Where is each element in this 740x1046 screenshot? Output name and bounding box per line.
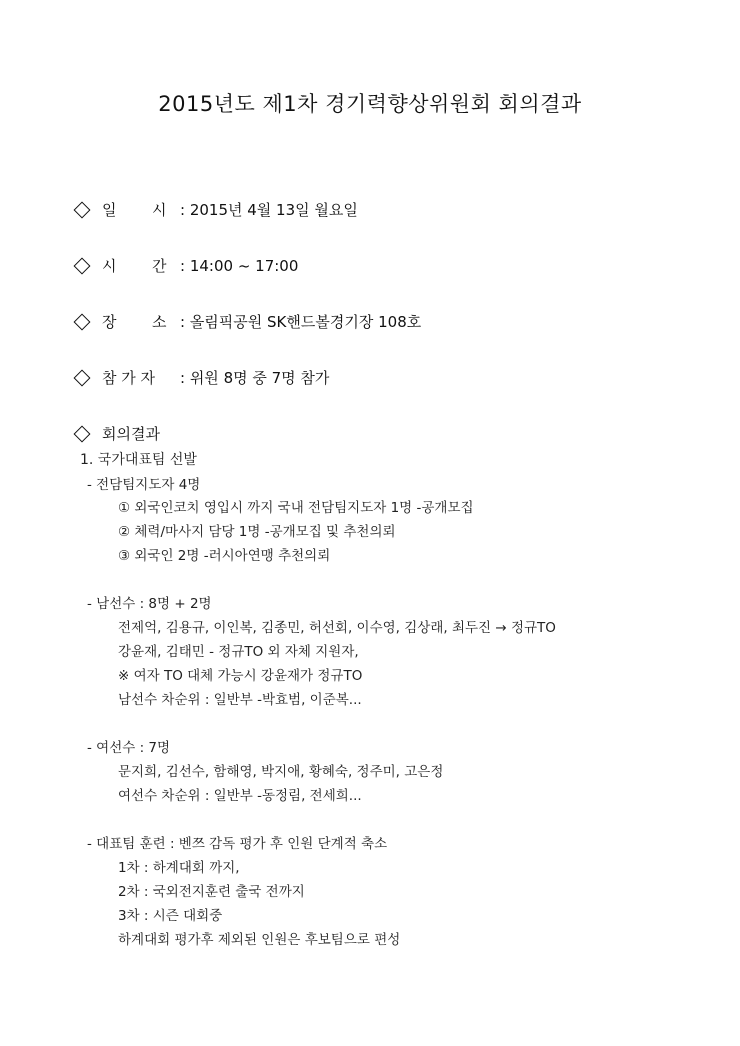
- men-line: 전제억, 김용규, 이인복, 김종민, 허선회, 이수영, 김상래, 최두진 → 정규TO: [118, 620, 556, 636]
- meta-time-value: : 14:00 ~ 17:00: [180, 257, 299, 275]
- diamond-bullet-icon: [74, 201, 91, 218]
- coaches-heading: - 전담팀지도자 4명: [87, 477, 201, 493]
- men-heading: - 남선수 : 8명 + 2명: [87, 596, 212, 612]
- meta-time: [72, 255, 298, 276]
- meta-place-key2: 소: [152, 313, 167, 331]
- document-title: 2015년도 제1차 경기력향상위원회 회의결과: [158, 92, 582, 116]
- diamond-bullet-icon: [74, 313, 91, 330]
- results-heading-text: 회의결과: [102, 425, 160, 443]
- meta-date-key1: 일: [102, 201, 117, 219]
- men-line: ※ 여자 TO 대체 가능시 강윤재가 정규TO: [118, 668, 363, 684]
- meta-time-key2: 간: [152, 257, 167, 275]
- women-heading: - 여선수 : 7명: [87, 740, 171, 756]
- women-line: 여선수 차순위 : 일반부 -동정림, 전세희...: [118, 788, 362, 804]
- women-line: 문지희, 김선수, 함해영, 박지애, 황혜숙, 정주미, 고은정: [118, 764, 444, 780]
- meta-attendees: [72, 367, 329, 388]
- diamond-bullet-icon: [74, 257, 91, 274]
- training-line: 2차 : 국외전지훈련 출국 전까지: [118, 884, 305, 900]
- meta-place-value: : 올림픽공원 SK핸드볼경기장 108호: [180, 313, 422, 331]
- coaches-line: ② 체력/마사지 담당 1명 -공개모집 및 추천의뢰: [118, 524, 396, 540]
- training-line: 1차 : 하계대회 까지,: [118, 860, 240, 876]
- diamond-bullet-icon: [74, 425, 91, 442]
- men-line: 남선수 차순위 : 일반부 -박효범, 이준복...: [118, 692, 362, 708]
- results-heading: [72, 423, 160, 444]
- diamond-bullet-icon: [74, 369, 91, 386]
- training-line: 3차 : 시즌 대회중: [118, 908, 223, 924]
- training-heading: - 대표팀 훈련 : 벤쯔 감독 평가 후 인원 단계적 축소: [87, 836, 388, 852]
- meta-place: [72, 311, 421, 332]
- training-line: 하계대회 평가후 제외된 인원은 후보팀으로 편성: [118, 932, 401, 948]
- meta-place-key1: 장: [102, 313, 117, 331]
- meta-date: [72, 199, 358, 220]
- item-national-team: 1. 국가대표팀 선발: [80, 452, 197, 468]
- coaches-line: ① 외국인코치 영입시 까지 국내 전담팀지도자 1명 -공개모집: [118, 500, 474, 516]
- meta-attendees-value: : 위원 8명 중 7명 참가: [180, 369, 330, 387]
- coaches-line: ③ 외국인 2명 -러시아연맹 추천의뢰: [118, 548, 331, 564]
- meta-attendees-key: 참 가 자: [102, 369, 156, 387]
- meta-time-key1: 시: [102, 257, 117, 275]
- meta-date-key2: 시: [152, 201, 167, 219]
- men-line: 강윤재, 김태민 - 정규TO 외 자체 지원자,: [118, 644, 359, 660]
- meta-date-value: : 2015년 4월 13일 월요일: [180, 201, 358, 219]
